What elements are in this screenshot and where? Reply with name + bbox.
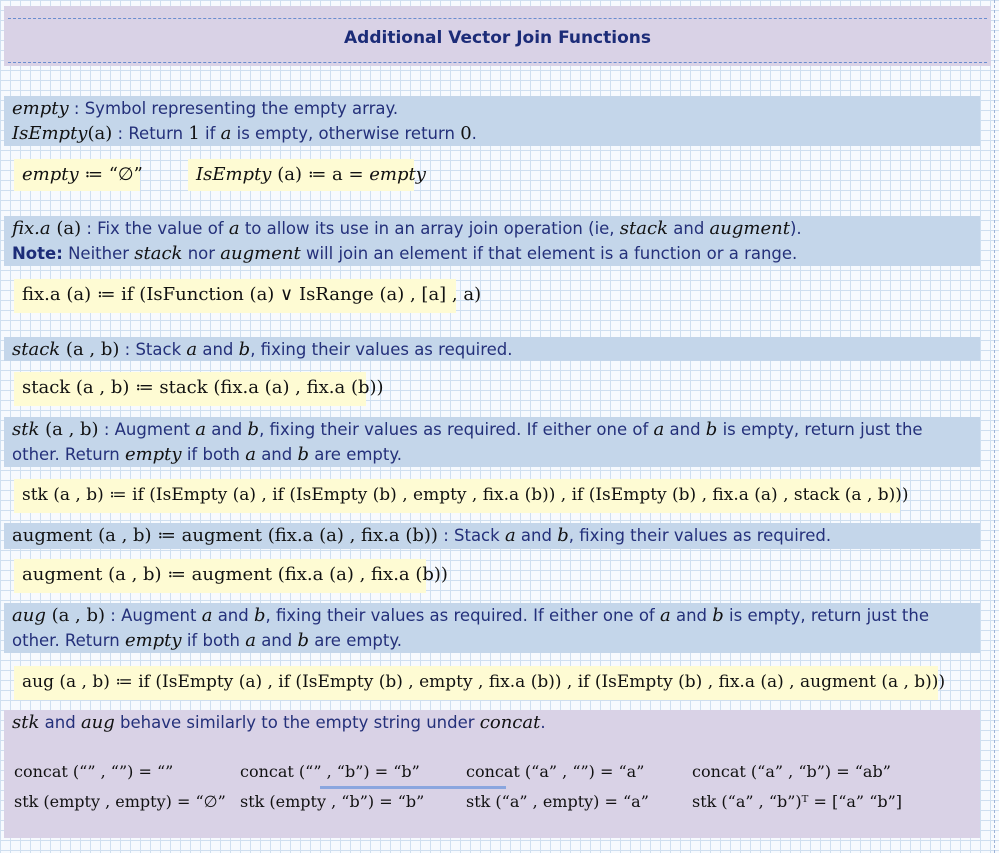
empty-definition[interactable]: empty ≔ “∅” — [14, 159, 140, 191]
example-stk-4[interactable]: stk (“a” , “b”)ᵀ = [“a” “b”] — [692, 792, 903, 811]
header-divider-top — [8, 18, 987, 19]
stack-definition[interactable]: stack (a , b) ≔ stack (fix.a (a) , fix.a (b)) — [14, 372, 366, 406]
augment-description: augment (a , b) ≔ augment (fix.a (a) , fix.a (b)) : Stack a and b, fixing their values as required. — [4, 523, 980, 549]
stk-description-line1: stk (a , b) : Augment a and b, fixing their values as required. If either one of a and b is empty, return just the — [12, 419, 923, 440]
page-title: Additional Vector Join Functions — [344, 28, 651, 48]
example-stk-1[interactable]: stk (empty , empty) = “∅” — [14, 792, 226, 811]
aug-description — [4, 603, 980, 653]
behavior-description: stk and aug behave similarly to the empty string under concat. — [12, 712, 546, 733]
stk-description — [4, 417, 980, 467]
aug-description-line1: aug (a , b) : Augment a and b, fixing their values as required. If either one of a and b is empty, return just the — [12, 605, 930, 626]
example-concat-1[interactable]: concat (“” , “”) = “” — [14, 762, 174, 781]
behavior-section — [4, 710, 980, 838]
example-concat-2[interactable]: concat (“” , “b”) = “b” — [240, 762, 420, 781]
empty-description-line1: empty : Symbol representing the empty array. — [12, 98, 399, 119]
example-concat-4[interactable]: concat (“a” , “b”) = “ab” — [692, 762, 891, 781]
isempty-description-line2: IsEmpty(a) : Return 1 if a is empty, otherwise return 0. — [12, 123, 477, 144]
stk-definition[interactable]: stk (a , b) ≔ if (IsEmpty (a) , if (IsEmpty (b) , empty , fix.a (b)) , if (IsEmpty (b) , fix.a (a) , stack (a , b))) — [14, 479, 900, 513]
augment-definition[interactable]: augment (a , b) ≔ augment (fix.a (a) , fix.a (b)) — [14, 559, 426, 593]
example-concat-3[interactable]: concat (“a” , “”) = “a” — [466, 762, 645, 781]
isempty-definition[interactable]: IsEmpty (a) ≔ a = empty — [188, 159, 414, 191]
fix-description — [4, 216, 980, 266]
empty-description — [4, 96, 980, 146]
aug-definition[interactable]: aug (a , b) ≔ if (IsEmpty (a) , if (IsEmpty (b) , empty , fix.a (b)) , if (IsEmpty (b) , fix.a (a) , augment (a , b))) — [14, 666, 938, 700]
fix-description-line1: fix.a (a) : Fix the value of a to allow its use in an array join operation (ie, stack and augment). — [12, 218, 802, 239]
section-header — [4, 6, 991, 66]
fix-definition[interactable]: fix.a (a) ≔ if (IsFunction (a) ∨ IsRange (a) , [a] , a) — [14, 279, 456, 313]
example-stk-2[interactable]: stk (empty , “b”) = “b” — [240, 792, 425, 811]
example-stk-3[interactable]: stk (“a” , empty) = “a” — [466, 792, 649, 811]
stk-description-line2: other. Return empty if both a and b are empty. — [12, 444, 403, 465]
selection-underline — [320, 786, 506, 789]
header-divider-bottom — [8, 62, 987, 63]
fix-note-line: Note: Neither stack nor augment will join an element if that element is a function or a range. — [12, 243, 798, 264]
page-boundary-line — [994, 0, 995, 853]
stack-description: stack (a , b) : Stack a and b, fixing their values as required. — [4, 337, 980, 361]
aug-description-line2: other. Return empty if both a and b are empty. — [12, 630, 403, 651]
